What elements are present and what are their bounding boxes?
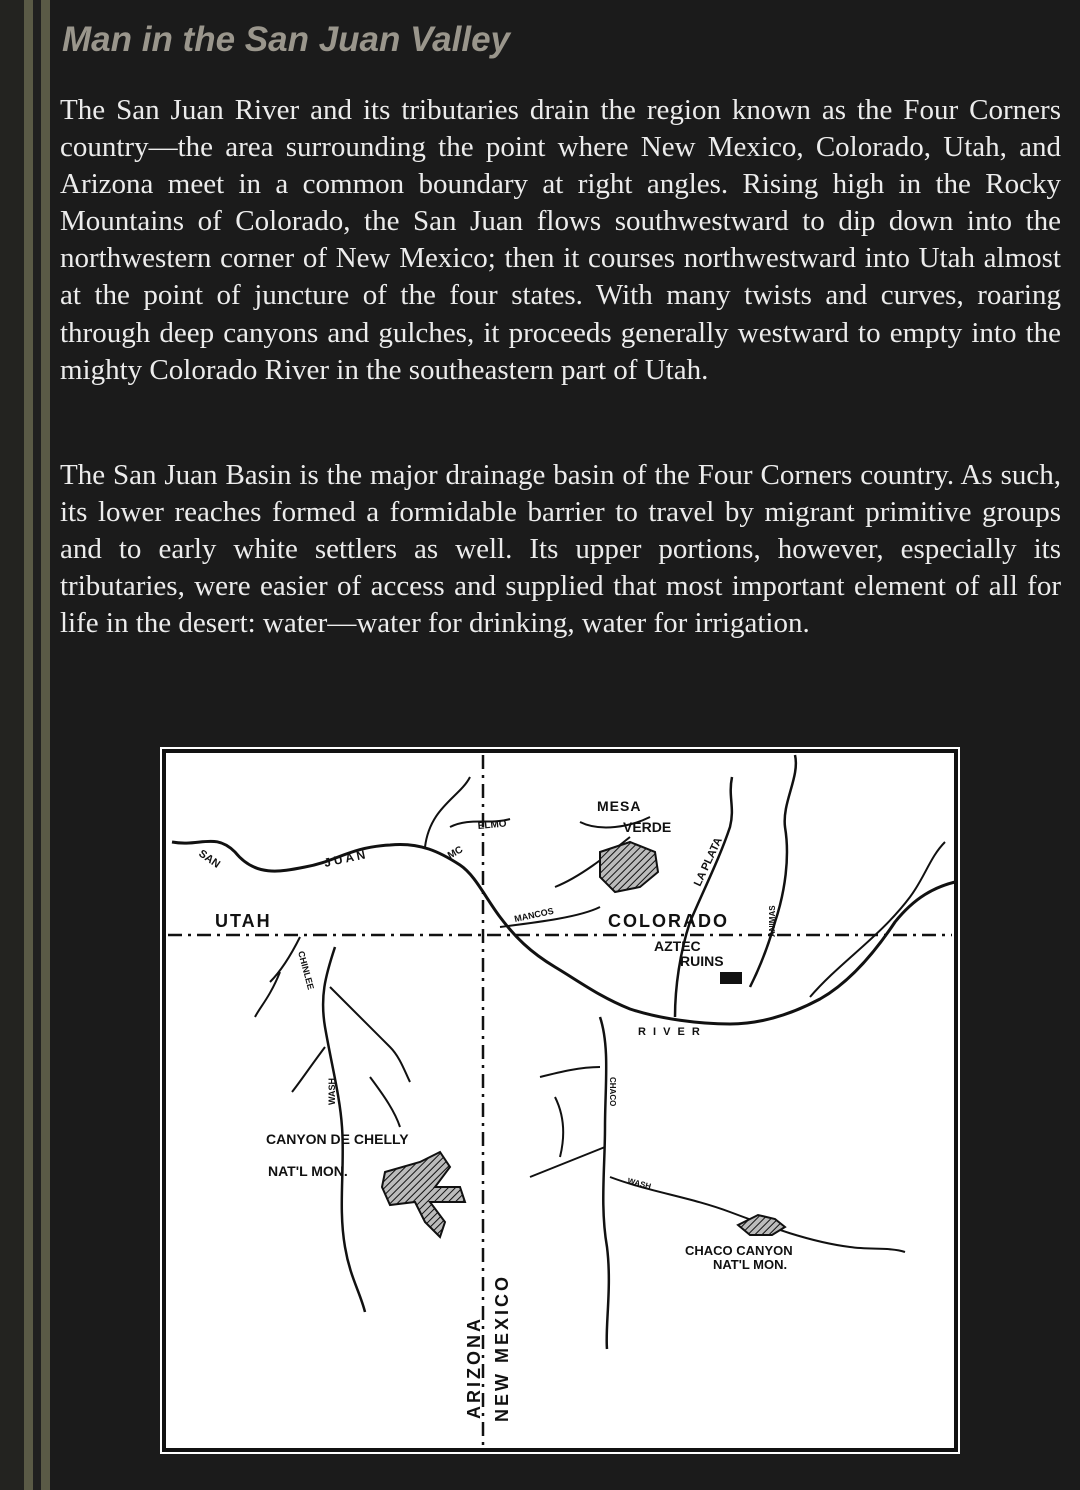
label-colorado: COLORADO <box>608 911 729 931</box>
label-canyon-de-chelly: CANYON DE CHELLY <box>266 1131 409 1147</box>
label-elmo: ELMO <box>477 818 508 832</box>
label-mesa: MESA <box>597 798 642 814</box>
paragraph: The San Juan River and its tributaries drain the region known as the Four Corners country—the area surrounding the point where New Mexico, Colorado, Utah, and Arizona meet in a common boundary at right angles. Rising high in the Rocky Mountains of Colorado, the San Juan flows southwestward to dip down into the northwestern corner of New Mexico; then it courses northwestward into Utah almost at the point of juncture of the four states. With many twists and curves, roaring through deep canyons and gulches, it proceeds generally westward to empty into the mighty Colorado River in the southeastern part of Utah. <box>60 94 1061 386</box>
label-wash-left: WASH <box>327 1078 337 1105</box>
label-ruins: RUINS <box>680 953 724 969</box>
label-utah: UTAH <box>215 911 272 931</box>
label-chaco-canyon: CHACO CANYON <box>685 1243 793 1258</box>
label-river: R I V E R <box>638 1026 702 1038</box>
san-juan-map <box>160 747 960 1454</box>
map-frame <box>164 751 956 1450</box>
left-border-stripe <box>41 0 50 1490</box>
aztec-ruins-marker <box>720 972 742 984</box>
label-verde: VERDE <box>623 819 672 835</box>
left-border-gap <box>33 0 41 1490</box>
section-heading: Man in the San Juan Valley <box>62 20 510 59</box>
label-chaco: CHACO <box>608 1077 617 1107</box>
left-border-gap <box>50 0 56 1490</box>
label-wash-right: WASH <box>626 1176 652 1192</box>
label-new-mexico: NEW MEXICO <box>492 1273 512 1422</box>
label-chinlee: CHINLEE <box>296 949 316 991</box>
label-mancos: MANCOS <box>513 905 555 924</box>
label-mc: MC <box>446 844 465 862</box>
label-juan: J U A N <box>322 847 367 870</box>
left-border-stripe <box>24 0 33 1490</box>
left-border <box>0 0 24 1490</box>
label-natl-mon-right: NAT'L MON. <box>713 1257 788 1272</box>
label-animas: ANIMAS <box>768 905 777 937</box>
label-la-plata: LA PLATA <box>691 835 725 889</box>
label-san: SAN <box>196 847 223 871</box>
paragraph: The San Juan Basin is the major drainage basin of the Four Corners country. As such, its lower reaches formed a formidable barrier to travel by migrant primitive groups and to early white settlers as well. Its upper portions, however, especially its tributaries, were easier of access and supplied that most important element of all for life in the desert: water—water for drinking, water for irrigation. <box>60 459 1061 640</box>
label-aztec: AZTEC <box>654 938 701 954</box>
label-natl-mon-left: NAT'L MON. <box>268 1163 348 1179</box>
label-arizona: ARIZONA <box>464 1316 484 1419</box>
